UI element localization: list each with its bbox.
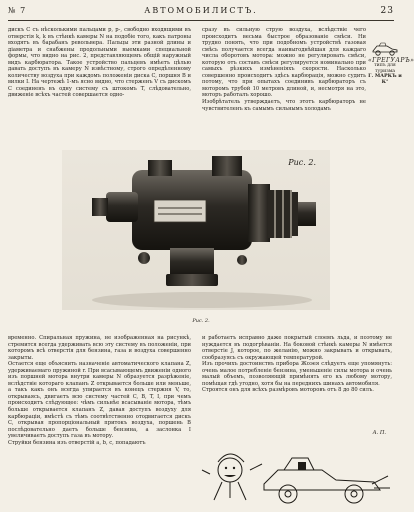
ad-tagline: типъ для туризма [374,63,396,74]
car-icon [371,40,399,56]
issue-number: № 7 [8,6,27,15]
figure-caption: Рис. 2. [192,318,210,324]
page-number: 23 [380,6,394,16]
ad-make: Г. МАРКЪ и К° [368,73,402,85]
figure-label: Рис. 2. [288,158,316,167]
running-header [8,6,394,20]
article-column-bottom-right: и работаетъ исправно даже покрытый слоемъ льда, и поэтому не нуждается въ подогрѣваніи. На боковой стѣнкѣ камеры N имѣется отверстіе J, которое, по желанію, можно закрывать и открывать, сообразуясь съ окружающей температурой. Изъ прочихъ достоинствъ прибора Жоэея слѣдуетъ еще упомянуть: очень малое потребленіе бензина, уменьшеніе силы мотора и очень малый объемъ, позволяющій примѣнять его къ любому мотору, помѣщая гдѣ угодно, хотя бы на переднихъ шинахъ автомобиля. Строятся онъ для всѣхъ размѣровъ моторовъ отъ 8 до 80 силъ. [202,335,392,394]
side-advertisement [368,40,414,85]
cartoon-illustration [204,440,392,506]
article-column-bottom-left: временно. Спиральная пружина, не изображенная на рисункѣ, стремится всегда удерживать всю эту систему въ положеніи, при которомъ всѣ отверстія для бензина, газа и воздуха совершенно закрыты. Остается еще объяснить назначеніе автоматического клапана Z, удерживаемаго пружиной r. При всасывающемъ движеніи одного изъ поршней мотора внутри камеры N образуется разрѣженіе, вслѣдствіе котораго клапанъ Z открывается больше или меньше, а такъ какъ онъ всегда упирается въ конецъ стержня V, то, открываясь, двигаетъ всю систему частей C, B, T, I, при чемъ происходитъ слѣдующее: чѣмъ сильнѣе всасываніе мотора, тѣмъ больше открывается клапанъ Z, давая доступъ воздуху для карбюраціи, вмѣстѣ съ тѣмъ соотвѣтственно отодвигается дискъ C, открывая пропорціональный притокъ воздуха, поршень B послѣдовательно даетъ больше бензина, а заслонка I увеличиваетъ доступъ газа въ мотору. Струйки бензина изъ отверстій a, b, c, попадаютъ [8,335,191,446]
journal-title: АВТОМОБИЛИСТЪ. [144,6,258,15]
article-column-top-left: дискъ C съ нѣсколькими пальцами p, p-, свободно входящими въ отверстія k, k въ стѣнкѣ камеры N на подобіе того, какъ патроны входятъ въ барабанъ револьвера. Пальцы эти разной длины и діаметра и снабжены продольными выемками специальной формы, что видно на рис. 2, представляющемъ общій наружный видъ карбюратора. Такое устройство пальцевъ имѣетъ цѣлью давать доступъ въ камеру N извѣстному, строго опредѣленному количеству воздуха при каждомъ положеніи диска C, поршня B и вилки I. На чертежѣ 1-мъ ясно видно, что стерженъ V съ дискомъ C соединенъ въ одну систему съ штокомъ T, слѣдовательно, движеніе всѣхъ частей совершается одно- [8,27,191,99]
ad-brand: «ГРЕГУАРЪ» [368,57,414,64]
header-rule [8,20,394,21]
article-column-top-right: сразу въ сильную струю воздуха, вслѣдствіе чего происходитъ весьма быстрое образованіе смѣси. Ни трудно понять, что при подобномъ устройствѣ газовая смѣсь получается всегда наивыгоднѣйшая для каждаго числа оборотовъ мотора: можно не регулировать смѣси, которую отъ составъ смѣси регулируется номинально при самыхъ рѣзкихъ измѣненіяхъ скорости. Насколько совершенно происходитъ здѣсь карбюрація, можно судить потому, что при опытахъ соединивъ карбюраторъ съ моторомъ трубой 10 метровъ длиной, и, несмотря на это, моторъ работалъ хорошо. Изобрѣтатель утверждаетъ, что этотъ карбюраторъ не чувствителенъ къ самымъ сильнымъ холодамъ [202,27,366,112]
carburetor-illustration [62,150,330,310]
carburetor-photograph [62,150,330,310]
author-signature: А. П. [372,430,386,436]
